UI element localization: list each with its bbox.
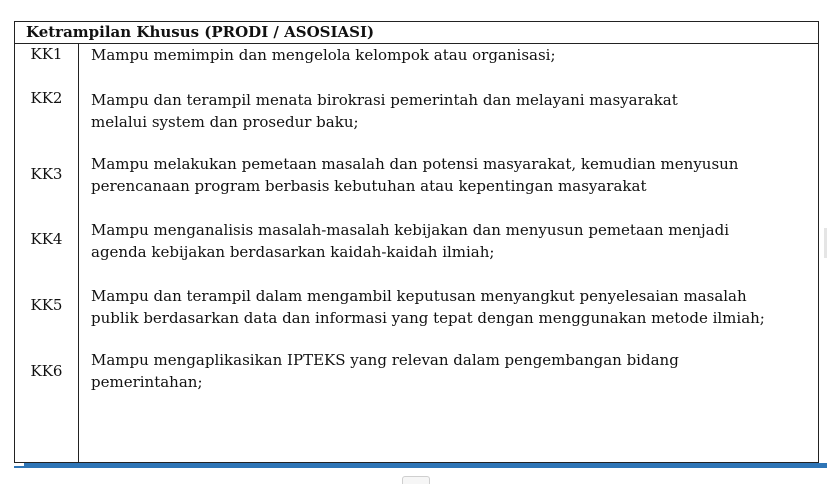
row-text-kk1	[91, 44, 811, 66]
row-text-line: Mampu dan terampil dalam mengambil keputusan menyangkut penyelesaian masalah	[91, 287, 747, 305]
row-code-kk2: KK2	[30, 89, 63, 107]
row-text-kk2	[91, 89, 811, 133]
column-divider	[78, 44, 79, 462]
row-text-line: Mampu memimpin dan mengelola kelompok atau organisasi;	[91, 46, 556, 64]
accent-bar-left	[14, 466, 24, 468]
table-header-title: Ketrampilan Khusus (PRODI / ASOSIASI)	[26, 23, 375, 41]
row-text-line: pemerintahan;	[91, 373, 203, 391]
row-text-line: melalui system dan prosedur baku;	[91, 113, 359, 131]
row-text-line: perencanaan program berbasis kebutuhan atau kepentingan masyarakat	[91, 177, 647, 195]
status-bar-button[interactable]	[402, 476, 430, 484]
row-text-kk3	[91, 153, 811, 197]
row-text-line: publik berdasarkan data dan informasi yang tepat dengan menggunakan metode ilmiah;	[91, 309, 765, 327]
row-code-kk4: KK4	[30, 230, 63, 248]
row-text-line: agenda kebijakan berdasarkan kaidah-kaidah ilmiah;	[91, 243, 495, 261]
accent-bar	[24, 463, 827, 468]
row-text-kk5	[91, 285, 811, 329]
row-text-kk4	[91, 219, 811, 263]
row-text-line: Mampu menganalisis masalah-masalah kebijakan dan menyusun pemetaan menjadi	[91, 221, 730, 239]
row-code-kk5: KK5	[30, 296, 63, 314]
competency-table	[14, 21, 819, 463]
row-text-line: Mampu melakukan pemetaan masalah dan potensi masyarakat, kemudian menyusun	[91, 155, 739, 173]
row-code-kk3: KK3	[30, 165, 63, 183]
row-code-kk1: KK1	[30, 45, 63, 63]
row-text-kk6	[91, 349, 811, 393]
row-text-line: Mampu mengaplikasikan IPTEKS yang relevan dalam pengembangan bidang	[91, 351, 679, 369]
row-code-kk6: KK6	[30, 362, 63, 380]
row-text-line: Mampu dan terampil menata birokrasi pemerintah dan melayani masyarakat	[91, 91, 678, 109]
table-header	[15, 22, 818, 44]
